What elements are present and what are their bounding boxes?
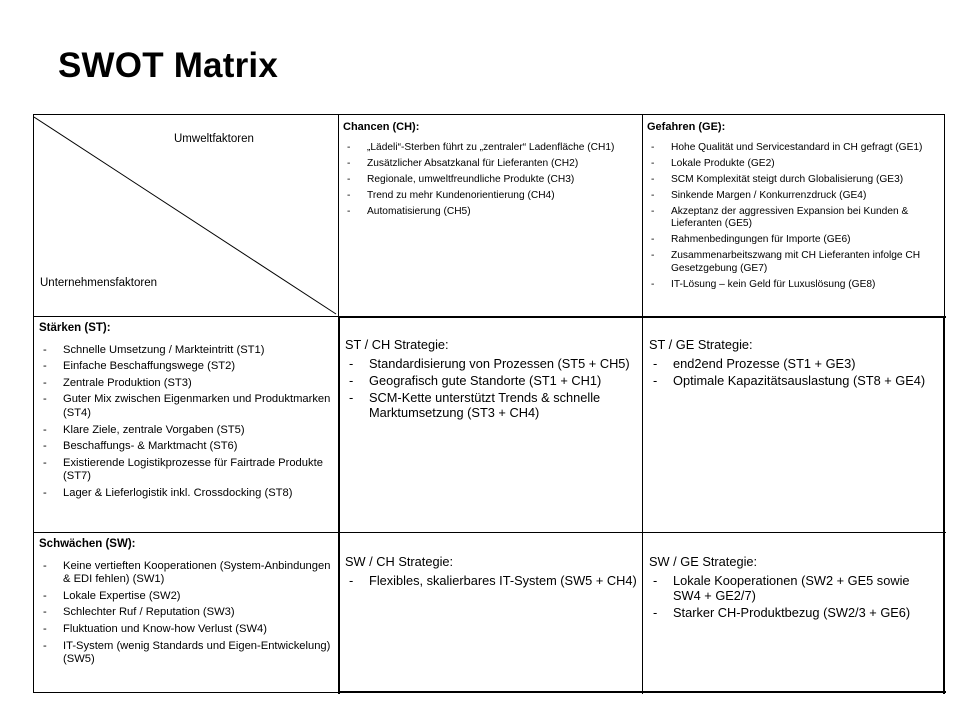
list-item: - Sinkende Margen / Konkurrenzdruck (GE4) xyxy=(647,190,943,203)
list-item: - Lokale Expertise (SW2) xyxy=(39,590,335,604)
list-item: - Existierende Logistikprozesse für Fairtrade Produkte (ST7) xyxy=(39,457,335,484)
sw-ge-cell xyxy=(649,554,939,622)
list-item: - Automatisierung (CH5) xyxy=(343,206,639,219)
list-item: - Zusätzlicher Absatzkanal für Lieferanten (CH2) xyxy=(343,158,639,171)
list-item: - IT-Lösung – kein Geld für Luxuslösung (GE8) xyxy=(647,279,943,292)
strategy-box-border xyxy=(943,316,945,694)
unternehmensfaktoren-label: Unternehmensfaktoren xyxy=(40,277,157,289)
list-item: - Beschaffungs- & Marktmacht (ST6) xyxy=(39,440,335,454)
list-item: - Lager & Lieferlogistik inkl. Crossdocking (ST8) xyxy=(39,487,335,501)
list-item: - Trend zu mehr Kundenorientierung (CH4) xyxy=(343,190,639,203)
list-item: - Klare Ziele, zentrale Vorgaben (ST5) xyxy=(39,424,335,438)
list-item: - Fluktuation und Know-how Verlust (SW4) xyxy=(39,623,335,637)
staerken-cell xyxy=(39,322,335,504)
sw-ch-header: SW / CH Strategie: xyxy=(345,554,454,569)
list-item: - Standardisierung von Prozessen (ST5 + CH5) xyxy=(345,356,639,371)
list-item: - SCM Komplexität steigt durch Globalisierung (GE3) xyxy=(647,174,943,187)
list-item: - Optimale Kapazitätsauslastung (ST8 + GE4) xyxy=(649,373,939,388)
page-title: SWOT Matrix xyxy=(58,46,278,85)
chancen-header: Chancen (CH): xyxy=(343,121,420,133)
list-item: - Lokale Kooperationen (SW2 + GE5 sowie SW4 + GE2/7) xyxy=(649,573,939,603)
strategy-box-border xyxy=(338,691,946,693)
grid-line xyxy=(642,115,643,694)
strategy-box-border xyxy=(338,316,340,694)
list-item: - Regionale, umweltfreundliche Produkte (CH3) xyxy=(343,174,639,187)
list-item: - IT-System (wenig Standards und Eigen-Entwickelung) (SW5) xyxy=(39,640,335,667)
list-item: - Rahmenbedingungen für Importe (GE6) xyxy=(647,234,943,247)
list-item: - end2end Prozesse (ST1 + GE3) xyxy=(649,356,939,371)
gefahren-header: Gefahren (GE): xyxy=(647,121,726,133)
grid-line xyxy=(34,532,946,533)
st-ch-cell xyxy=(345,337,639,422)
list-item: - Starker CH-Produktbezug (SW2/3 + GE6) xyxy=(649,605,939,620)
list-item: - Schnelle Umsetzung / Markteintritt (ST1) xyxy=(39,344,335,358)
list-item: - Akzeptanz der aggressiven Expansion bei Kunden & Lieferanten (GE5) xyxy=(647,206,943,232)
list-item: - Zentrale Produktion (ST3) xyxy=(39,377,335,391)
sw-ch-cell xyxy=(345,554,639,590)
chancen-cell xyxy=(343,121,639,221)
list-item: - Flexibles, skalierbares IT-System (SW5 + CH4) xyxy=(345,573,639,588)
list-item: - „Lädeli“-Sterben führt zu „zentraler“ Ladenfläche (CH1) xyxy=(343,142,639,155)
gefahren-cell xyxy=(647,121,943,295)
list-item: - Guter Mix zwischen Eigenmarken und Produktmarken (ST4) xyxy=(39,393,335,420)
st-ge-header: ST / GE Strategie: xyxy=(649,337,753,352)
schwaechen-cell xyxy=(39,538,335,670)
strategy-box-border xyxy=(338,316,946,318)
swot-matrix xyxy=(33,114,945,693)
corner-cell xyxy=(34,115,338,316)
staerken-header: Stärken (ST): xyxy=(39,322,111,334)
sw-ge-header: SW / GE Strategie: xyxy=(649,554,758,569)
list-item: - Einfache Beschaffungswege (ST2) xyxy=(39,360,335,374)
umweltfaktoren-label: Umweltfaktoren xyxy=(174,133,254,145)
list-item: - Keine vertieften Kooperationen (System-Anbindungen & EDI fehlen) (SW1) xyxy=(39,560,335,587)
list-item: - Geografisch gute Standorte (ST1 + CH1) xyxy=(345,373,639,388)
list-item: - Hohe Qualität und Servicestandard in CH gefragt (GE1) xyxy=(647,142,943,155)
st-ge-cell xyxy=(649,337,939,390)
list-item: - Zusammenarbeitszwang mit CH Lieferanten infolge CH Gesetzgebung (GE7) xyxy=(647,250,943,276)
st-ch-header: ST / CH Strategie: xyxy=(345,337,449,352)
list-item: - Schlechter Ruf / Reputation (SW3) xyxy=(39,606,335,620)
schwaechen-header: Schwächen (SW): xyxy=(39,538,136,550)
list-item: - SCM-Kette unterstützt Trends & schnelle Marktumsetzung (ST3 + CH4) xyxy=(345,390,639,420)
list-item: - Lokale Produkte (GE2) xyxy=(647,158,943,171)
